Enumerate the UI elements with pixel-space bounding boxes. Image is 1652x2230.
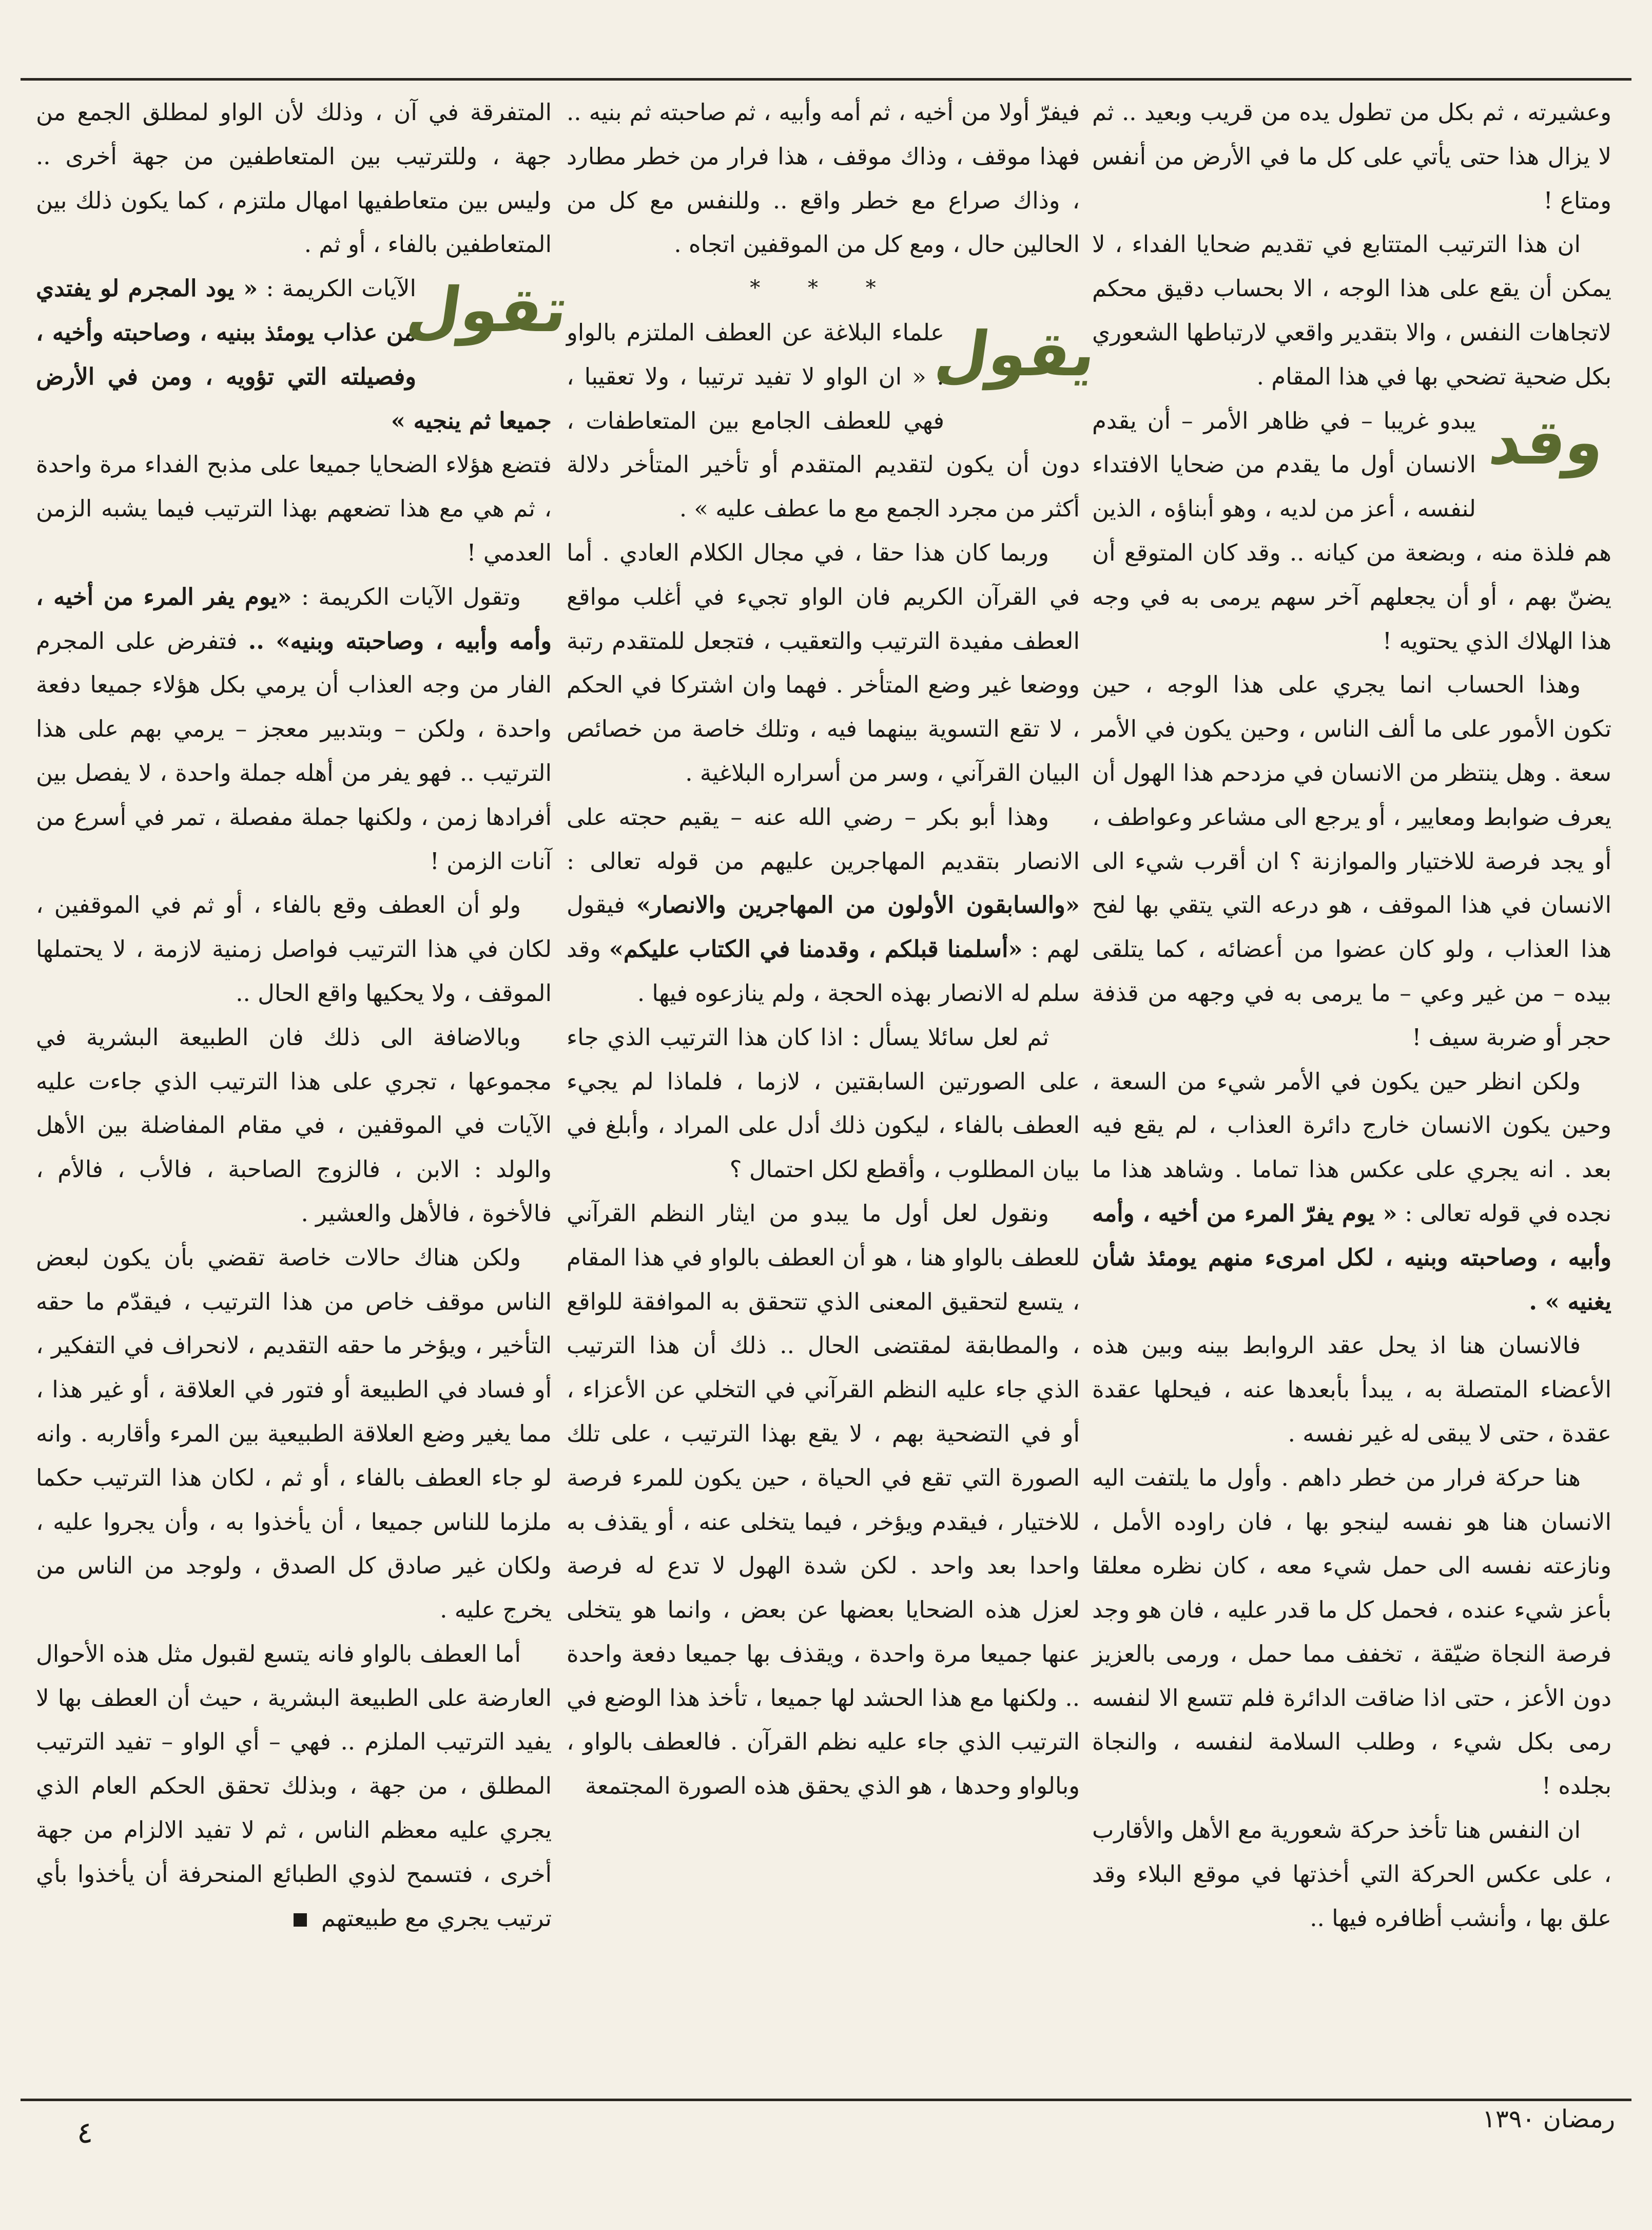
quran-quote: « يوم يفرّ المرء من أخيه ، وأمه وأبيه ، وصاحبته وبنيه ، لكل امرىء منهم يومئذ شأن يغنيه » . <box>1092 1199 1611 1315</box>
paragraph: المتفرقة في آن ، وذلك لأن الواو لمطلق الجمع من جهة ، وللترتيب بين المتعاطفين من جهة أخرى .. وليس بين متعاطفيها امهال ملتزم ، كما يكون ذلك بين المتعاطفين بالفاء ، أو ثم . <box>36 99 552 258</box>
column-left <box>36 90 573 2082</box>
paragraph <box>567 795 1080 1015</box>
paragraph: هنا حركة فرار من خطر داهم . وأول ما يلتفت اليه الانسان هنا هو نفسه لينجو بها ، فان راوده الأمل ، ونازعته نفسه الى حمل شيء معه ، كان نظره معلقا بأعز شيء عنده ، فحمل كل ما قدر عليه ، فان هو وجد فرصة النجاة ضيّقة ، تخفف مما حمل ، ورمى بالعزيز دون الأعز ، حتى اذا ضاقت الدائرة فلم تتسع الا لنفسه رمى بكل شيء ، وطلب السلامة لنفسه ، والنجاة بجلده ! <box>1092 1464 1611 1800</box>
section-separator: * * * <box>750 276 897 300</box>
column-middle <box>567 90 1101 2082</box>
paragraph: ونقول لعل أول ما يبدو من ايثار النظم القرآني للعطف بالواو هنا ، هو أن العطف بالواو في هذا المقام ، يتسع لتحقيق المعنى الذي تتحقق به الموافقة للواقع ، والمطابقة لمقتضى الحال .. ذلك أن هذا الترتيب الذي جاء عليه النظم القرآني في التخلي عن الأعزاء ، أو في التضحية بهم ، لا يقع بهذا الترتيب ، على تلك الصورة التي تقع في الحياة ، حين يكون للمرء فرصة للاختيار ، فيقدم ويؤخر ، فيما يتخلى عنه ، أو يقذف به واحدا بعد واحد . لكن شدة الهول لا تدع له فرصة لعزل هذه الضحايا بعضها عن بعض ، وانما هو يتخلى عنها جميعا مرة واحدة ، ويقذف بها جميعا دفعة واحدة .. ولكنها مع هذا الحشد لها جميعا ، تأخذ هذا الوضع في الترتيب الذي جاء عليه نظم القرآن . فالعطف بالواو ، وبالواو وحدها ، هو الذي يحقق هذه الصورة المجتمعة <box>567 1199 1080 1800</box>
paragraph-text: ولكن انظر حين يكون في الأمر شيء من السعة ، وحين يكون الانسان خارج دائرة العذاب ، لم يقع فيه بعد . انه يجري على عكس هذا تماما . وشاهد هذا ما نجده في قوله تعالى : <box>1092 1067 1611 1227</box>
quran-quote: «يوم يفر المرء من أخيه ، وأمه وأبيه ، وصاحبته وبنيه» .. <box>36 583 552 655</box>
dropcap-heading: يقول <box>930 318 1101 390</box>
top-rule <box>21 78 1631 81</box>
paragraph-text: وقد سلم له الانصار بهذه الحجة ، ولم ينازعوه فيها . <box>567 935 1080 1007</box>
paragraph-text: وهذا أبو بكر – رضي الله عنه – يقيم حجته على الانصار بتقديم المهاجرين عليهم من قوله تعالى : <box>567 803 1080 875</box>
quran-quote: «والسابقون الأولون من المهاجرين والانصار» <box>636 891 1080 919</box>
paragraph: ولو أن العطف وقع بالفاء ، أو ثم في الموقفين ، لكان في هذا الترتيب فواصل زمنية لازمة ، لا يحتملها الموقف ، ولا يحكيها واقع الحال .. <box>36 891 552 1007</box>
paragraph: فيفرّ أولا من أخيه ، ثم أمه وأبيه ، ثم صاحبته ثم بنيه .. فهذا موقف ، وذاك موقف ، هذا فرار من خطر مطارد ، وذاك صراع مع خطر واقع .. وللنفس مع كل من الحالين حال ، ومع كل من الموقفين اتجاه . <box>567 99 1080 258</box>
issue-date: رمضان ١٣٩٠ <box>1482 2105 1615 2133</box>
paragraph: فالانسان هنا اذ يحل عقد الروابط بينه وبين هذه الأعضاء المتصلة به ، يبدأ بأبعدها عنه ، فيحلها عقدة عقدة ، حتى لا يبقى له غير نفسه . <box>1092 1332 1611 1447</box>
dropcap-heading: وقد <box>1485 407 1610 478</box>
paragraph: ان هذا الترتيب المتتابع في تقديم ضحايا الفداء ، لا يمكن أن يقع على هذا الوجه ، الا بحساب دقيق محكم لاتجاهات النفس ، والا بتقدير واقعي لارتباطها الشعوري بكل ضحية تضحي بها في هذا المقام . <box>1092 230 1611 390</box>
dropcap-paragraph <box>36 266 573 443</box>
dropcap-paragraph <box>1092 399 1611 663</box>
paragraph-text: فيقول لهم : <box>567 891 1080 963</box>
paragraph-text: أما العطف بالواو فانه يتسع لقبول مثل هذه الأحوال العارضة على الطبيعة البشرية ، حيث أن العطف بها لا يفيد الترتيب الملزم .. فهي – أي الواو – تفيد الترتيب المطلق ، من جهة ، وبذلك تحقق الحكم العام الذي يجري عليه معظم الناس ، ثم لا تفيد الالزام من جهة أخرى ، فتسمح لذوي الطبائع المنحرفة أن يأخذوا بأي ترتيب يجري مع طبيعتهم <box>36 1640 552 1932</box>
quote: «أسلمنا قبلكم ، وقدمنا في الكتاب عليكم» <box>609 935 1023 963</box>
paragraph: فتضع هؤلاء الضحايا جميعا على مذبح الفداء مرة واحدة ، ثم هي مع هذا تضعهم بهذا الترتيب فيما يشبه الزمن العدمي ! <box>36 451 552 566</box>
paragraph-text: وتقول الآيات الكريمة : <box>301 583 521 610</box>
end-of-article-mark <box>294 1913 307 1927</box>
quran-quote: « يود المجرم لو يفتدي من عذاب يومئذ ببنيه ، وصاحبته وأخيه ، وفصيلته التي تؤويه ، ومن في الأرض جميعا ثم ينجيه » <box>36 275 552 434</box>
paragraph: وربما كان هذا حقا ، في مجال الكلام العادي . أما في القرآن الكريم فان الواو تجيء في أغلب مواقع العطف مفيدة الترتيب والتعقيب ، فتجعل للمتقدم رتبة ووضعا غير وضع المتأخر . فهما وان اشتركا في الحكم ، لا تقع التسوية بينهما فيه ، وتلك خاصة من خصائص البيان القرآني ، وسر من أسراره البلاغية . <box>567 539 1080 786</box>
paragraph <box>1092 1060 1611 1324</box>
dropcap-paragraph <box>567 311 1101 531</box>
paragraph-text: الآيات الكريمة : <box>266 275 416 302</box>
bottom-rule <box>21 2099 1631 2101</box>
paragraph: ثم لعل سائلا يسأل : اذا كان هذا الترتيب الذي جاء على الصورتين السابقتين ، لازما ، فلماذا لم يجيء العطف بالفاء ، ليكون ذلك أدل على المراد ، وأبلغ في بيان المطلوب ، وأقطع لكل احتمال ؟ <box>567 1023 1080 1183</box>
paragraph: وبالاضافة الى ذلك فان الطبيعة البشرية في مجموعها ، تجري على هذا الترتيب الذي جاءت عليه الآيات في الموقفين ، في مقام المفاضلة بين الأهل والولد : الابن ، فالزوج الصاحبة ، فالأب ، فالأم ، فالأخوة ، فالأهل والعشير . <box>36 1023 552 1227</box>
dropcap-heading: تقول <box>402 275 573 347</box>
paragraph: علماء البلاغة عن العطف الملتزم بالواو : « ان الواو لا تفيد ترتيبا ، ولا تعقيبا ، فهي للعطف الجامع بين المتعاطفات ، دون أن يكون لتقديم المتقدم أو تأخير المتأخر دلالة أكثر من مجرد الجمع مع ما عطف عليه » . <box>567 318 1080 523</box>
paragraph: ان النفس هنا تأخذ حركة شعورية مع الأهل والأقارب ، على عكس الحركة التي أخذتها في موقع البلاء وقد علق بها ، وأنشب أظافره فيها .. <box>1092 1816 1611 1932</box>
paragraph-text: فتفرض على المجرم الفار من وجه العذاب أن يرمي بكل هؤلاء جميعا دفعة واحدة ، ولكن – وبتدبير معجز – يرمي بهم على هذا الترتيب .. فهو يفر من أهله جملة واحدة ، لا يفصل بين أفرادها زمن ، ولكنها جملة مفصلة ، تمر في أسرع من آنات الزمن ! <box>36 627 552 875</box>
paragraph <box>36 1632 552 1940</box>
paragraph: يبدو غريبا – في ظاهر الأمر – أن يقدم الانسان أول ما يقدم من ضحايا الافتداء لنفسه ، أعز من لديه ، وهو أبناؤه ، الذين هم فلذة منه ، وبضعة من كيانه .. وقد كان المتوقع أن يضنّ بهم ، أو أن يجعلهم آخر سهم يرمى به في وجه هذا الهلاك الذي يحتويه ! <box>1092 407 1611 655</box>
column-right <box>1092 90 1611 2082</box>
paragraph: ولكن هناك حالات خاصة تقضي بأن يكون لبعض الناس موقف خاص من هذا الترتيب ، فيقدّم ما حقه التأخير ، ويؤخر ما حقه التقديم ، لانحراف في التفكير ، أو فساد في الطبيعة أو فتور في العلاقة ، أو غير هذا ، مما يغير وضع العلاقة الطبيعية بين المرء وأقاربه . وانه لو جاء العطف بالفاء ، أو ثم ، لكان هذا الترتيب حكما ملزما للناس جميعا ، أن يأخذوا به ، وأن يجروا عليه ، ولكان غير صادق كل الصدق ، ولوجد من الناس من يخرج عليه . <box>36 1243 552 1624</box>
paragraph: وعشيرته ، ثم بكل من تطول يده من قريب وبعيد .. ثم لا يزال هذا حتى يأتي على كل ما في الأرض من أنفس ومتاع ! <box>1092 99 1611 214</box>
paragraph: وهذا الحساب انما يجري على هذا الوجه ، حين تكون الأمور على ما ألف الناس ، وحين يكون في الأمر سعة . وهل ينتظر من الانسان في مزدحم هذا الهول أن يعرف ضوابط ومعايير ، أو يرجع الى مشاعر وعواطف ، أو يجد فرصة للاختيار والموازنة ؟ ان أقرب شيء الى الانسان في هذا الموقف ، هو درعه التي يتقي بها لفح هذا العذاب ، ولو كان عضوا من أعضائه ، كما يتلقى بيده – من غير وعي – ما يرمى به في وجهه من قذفة حجر أو ضربة سيف ! <box>1092 671 1611 1051</box>
page-number: ٤ <box>77 2115 93 2150</box>
paragraph <box>36 575 552 883</box>
